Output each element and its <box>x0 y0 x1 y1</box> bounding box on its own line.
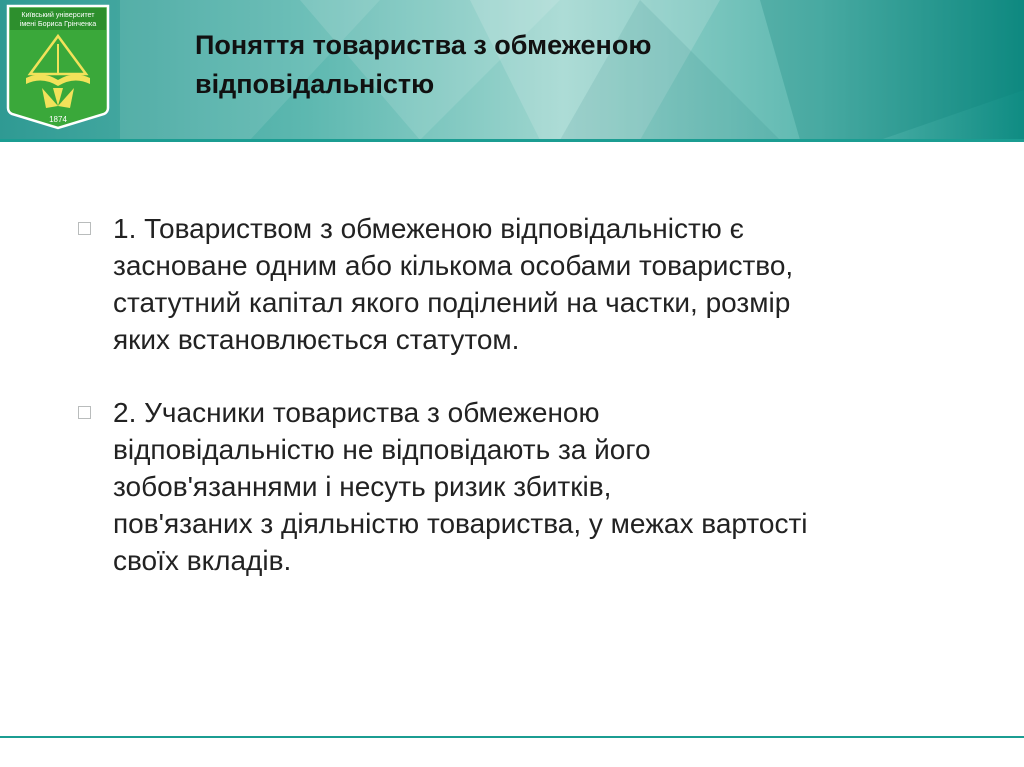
text-line: статутний капітал якого поділений на частки, розмір <box>113 287 791 318</box>
slide-title-line: відповідальністю <box>195 69 435 99</box>
footer-divider <box>0 736 1024 738</box>
header-divider <box>0 139 1024 142</box>
university-emblem-icon <box>6 4 110 130</box>
svg-text:імені Бориса Грінченка: імені Бориса Грінченка <box>19 19 97 28</box>
square-bullet-icon <box>78 406 91 419</box>
list-item <box>78 394 978 579</box>
text-line: яких встановлюється статутом. <box>113 324 520 355</box>
slide-header <box>0 0 1024 140</box>
text-line: зобов'язаннями і несуть ризик збитків, <box>113 471 612 502</box>
text-line: 2. Учасники товариства з обмеженою <box>113 397 600 428</box>
bullet-text <box>113 210 978 358</box>
text-line: засноване одним або кількома особами товариство, <box>113 250 794 281</box>
text-line: відповідальністю не відповідають за його <box>113 434 651 465</box>
list-item <box>78 210 978 358</box>
svg-text:1874: 1874 <box>49 115 67 124</box>
text-line: своїх вкладів. <box>113 545 292 576</box>
slide-title-line: Поняття товариства з обмеженою <box>195 30 652 60</box>
text-line: пов'язаних з діяльністю товариства, у межах вартості <box>113 508 808 539</box>
bullet-list <box>78 210 978 615</box>
text-line: 1. Товариством з обмеженою відповідальністю є <box>113 213 744 244</box>
slide-title <box>195 26 895 104</box>
bullet-text <box>113 394 978 579</box>
square-bullet-icon <box>78 222 91 235</box>
svg-text:Київський університет: Київський університет <box>21 10 95 19</box>
